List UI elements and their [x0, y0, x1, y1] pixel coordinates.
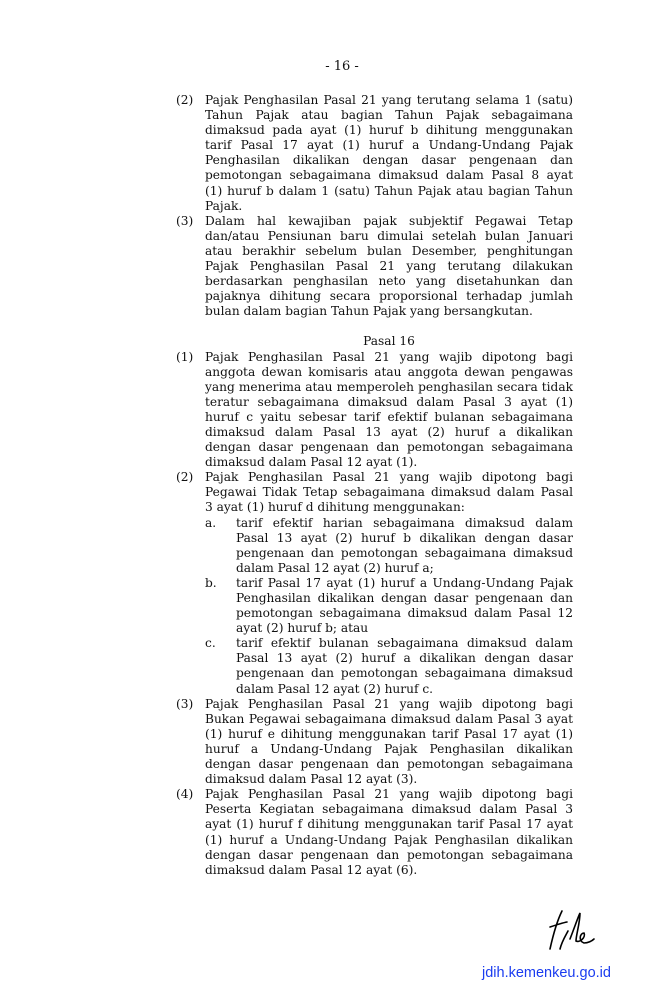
- text-line: Penghasilan dikalikan dengan dasar pengenaan dan: [205, 153, 573, 168]
- text-line: dengan dasar pengenaan dan pemotongan sebagaimana: [205, 847, 573, 862]
- text-line: dan/atau Pensiunan baru dimulai setelah bulan Januari: [205, 228, 573, 243]
- text-line: (1) huruf e dihitung menggunakan tarif Pasal 17 ayat (1): [205, 726, 573, 741]
- page-number: - 16 -: [325, 59, 359, 74]
- ayat-item: [176, 470, 573, 696]
- text-line: Pajak.: [205, 198, 243, 213]
- text-line: dengan dasar pengenaan dan pemotongan sebagaimana: [205, 757, 573, 772]
- text-line: Peserta Kegiatan sebagaimana dimaksud dalam Pasal 3: [205, 802, 573, 817]
- sub-item: [205, 636, 573, 696]
- ayat-item: [176, 93, 573, 214]
- text-line: ayat (2) huruf b; atau: [236, 621, 369, 636]
- item-number: c.: [205, 636, 216, 651]
- text-line: dengan dasar pengenaan dan pemotongan sebagaimana: [205, 440, 573, 455]
- text-line: atau berakhir sebelum bulan Desember, penghitungan: [205, 243, 573, 258]
- text-line: tarif Pasal 17 ayat (1) huruf a Undang-Undang Pajak: [236, 575, 573, 590]
- text-line: tarif efektif bulanan sebagaimana dimaksud dalam: [236, 636, 573, 651]
- sub-item: [205, 576, 573, 636]
- text-line: dalam Pasal 12 ayat (2) huruf c.: [236, 681, 434, 696]
- item-number: (4): [176, 787, 194, 802]
- item-number: a.: [205, 515, 217, 530]
- text-line: huruf c yaitu sebesar tarif efektif bulanan sebagaimana: [205, 409, 573, 424]
- text-line: tarif efektif harian sebagaimana dimaksud dalam: [236, 515, 573, 530]
- text-line: tarif Pasal 17 ayat (1) huruf a Undang-Undang Pajak: [205, 138, 573, 153]
- text-line: pajaknya dihitung secara proporsional terhadap jumlah: [205, 289, 573, 304]
- ayat-item: [176, 787, 573, 878]
- signature-initial: [540, 905, 600, 955]
- item-number: (3): [176, 696, 194, 711]
- item-number: (3): [176, 213, 194, 228]
- text-line: (1) huruf b dalam 1 (satu) Tahun Pajak atau bagian Tahun: [205, 183, 573, 198]
- item-number: (2): [176, 470, 194, 485]
- text-line: Bukan Pegawai sebagaimana dimaksud dalam Pasal 3 ayat: [205, 711, 573, 726]
- text-line: pengenaan dan pemotongan sebagaimana dimaksud: [236, 545, 573, 560]
- text-line: 3 ayat (1) huruf d dihitung menggunakan:: [205, 500, 465, 515]
- pasal-16-items: [176, 350, 573, 878]
- text-line: Pajak Penghasilan Pasal 21 yang wajib dipotong bagi: [205, 349, 573, 364]
- sub-item: [205, 516, 573, 576]
- text-line: dimaksud dalam Pasal 13 ayat (2) huruf a dikalikan: [205, 424, 573, 439]
- item-number: b.: [205, 575, 217, 590]
- text-line: Pajak Penghasilan Pasal 21 yang wajib dipotong bagi: [205, 696, 573, 711]
- text-line: (1) huruf a Undang-Undang Pajak Penghasilan dikalikan: [205, 832, 573, 847]
- text-line: anggota dewan komisaris atau anggota dewan pengawas: [205, 364, 573, 379]
- ayat-item: [176, 214, 573, 320]
- text-line: dalam Pasal 12 ayat (2) huruf a;: [236, 560, 434, 575]
- text-line: dimaksud dalam Pasal 12 ayat (6).: [205, 862, 418, 877]
- text-line: Pegawai Tidak Tetap sebagaimana dimaksud dalam Pasal: [205, 485, 573, 500]
- text-line: teratur sebagaimana dimaksud dalam Pasal 3 ayat (1): [205, 394, 573, 409]
- text-line: Tahun Pajak atau bagian Tahun Pajak sebagaimana: [205, 108, 573, 123]
- text-line: Pajak Penghasilan Pasal 21 yang wajib dipotong bagi: [205, 470, 573, 485]
- text-line: Penghasilan dikalikan dengan dasar pengenaan dan: [236, 591, 573, 605]
- text-line: dimaksud pada ayat (1) huruf b dihitung menggunakan: [205, 123, 573, 138]
- text-line: pengenaan dan pemotongan sebagaimana dimaksud: [236, 666, 573, 681]
- footer-link[interactable]: jdih.kemenkeu.go.id: [482, 965, 611, 981]
- text-line: dimaksud dalam Pasal 12 ayat (1).: [205, 455, 418, 470]
- previous-pasal-items: [176, 93, 573, 319]
- text-line: Pajak Penghasilan Pasal 21 yang terutang dilakukan: [205, 259, 573, 274]
- text-line: Pajak Penghasilan Pasal 21 yang wajib dipotong bagi: [205, 787, 573, 802]
- text-line: pemotongan sebagaimana dimaksud dalam Pasal 12: [236, 606, 573, 621]
- ayat-item: [176, 697, 573, 788]
- document-body: [176, 93, 573, 878]
- text-line: yang menerima atau memperoleh penghasilan secara tidak: [205, 379, 573, 394]
- text-line: berdasarkan penghasilan neto yang disetahunkan dan: [205, 274, 573, 289]
- text-line: huruf a Undang-Undang Pajak Penghasilan dikalikan: [205, 741, 573, 756]
- text-line: Pasal 13 ayat (2) huruf b dikalikan dengan dasar: [236, 530, 573, 545]
- text-line: ayat (1) huruf f dihitung menggunakan tarif Pasal 17 ayat: [205, 817, 573, 832]
- text-line: bulan dalam bagian Tahun Pajak yang bersangkutan.: [205, 304, 533, 319]
- text-line: pemotongan sebagaimana dimaksud dalam Pasal 8 ayat: [205, 168, 573, 183]
- ayat-item: [176, 350, 573, 471]
- text-line: Dalam hal kewajiban pajak subjektif Pegawai Tetap: [205, 213, 573, 228]
- text-line: Pajak Penghasilan Pasal 21 yang terutang selama 1 (satu): [205, 93, 573, 107]
- item-number: (2): [176, 93, 194, 107]
- text-line: dimaksud dalam Pasal 12 ayat (3).: [205, 772, 418, 787]
- text-line: Pasal 13 ayat (2) huruf a dikalikan dengan dasar: [236, 651, 573, 666]
- pasal-heading: Pasal 16: [363, 334, 415, 349]
- item-number: (1): [176, 349, 194, 364]
